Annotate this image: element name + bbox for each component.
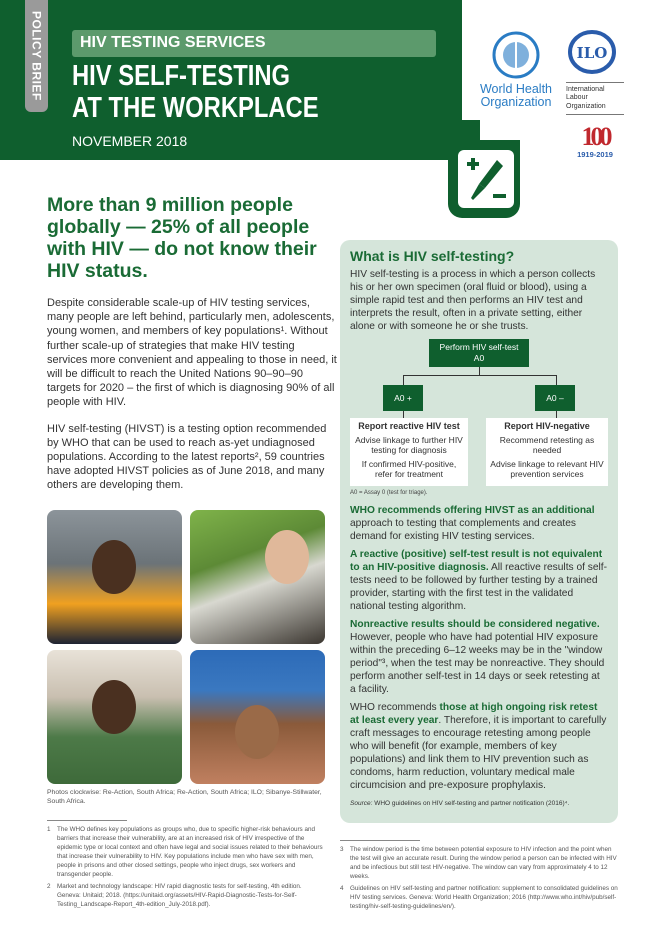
recommendation-text: WHO recommends [350, 701, 440, 713]
flow-action-title: Report HIV-negative [504, 421, 590, 431]
recommendation [350, 701, 608, 792]
self-test-icon [458, 150, 514, 208]
centenary-years: 1919-2019 [577, 150, 613, 159]
footnote [340, 845, 620, 881]
title-line: HIV SELF-TESTING [72, 60, 290, 92]
recommendation-emphasis: WHO recommends offering HIVST as an additional [350, 504, 595, 516]
face [92, 680, 136, 734]
flow-perform-test [429, 339, 529, 367]
recommendation-text: . Therefore, it is important to carefully craft messages to encourage retesting among people who will benefit (for example, members of key populations) and link them to HIV prevention such as condoms, harm reduction, voluntary medical male circumcision and pre-exposure prophylaxis. [350, 714, 607, 791]
ilo-name-line: Organization [566, 102, 606, 110]
flow-report-negative [486, 418, 608, 486]
recommendation-emphasis: those at high ongoing risk retest at least every year [350, 701, 598, 726]
policy-brief-tab [25, 0, 48, 112]
flow-connector [350, 367, 608, 385]
body-paragraph: HIV self-testing (HIVST) is a testing option recommended by WHO that can be used to reach as-yet undiagnosed populations. According to the latest reports², 59 countries have adopted HIVST policies as of June 2018, and many others are developing them. [47, 422, 327, 492]
photo-man-blue-cap [190, 650, 325, 784]
photo-woman-miner [47, 650, 182, 784]
recommendation-text: All reactive results of self-tests need to be followed by further testing by a trained provider, starting with the first test in the validated national testing algorithm. [350, 561, 608, 612]
photo-worker-hardhat [47, 510, 182, 644]
flow-connector [350, 411, 608, 418]
face [265, 530, 309, 584]
ilo-emblem-icon [566, 30, 618, 76]
recommendation-text: However, people who have had potential HIV exposure within the preceding 6–12 weeks may be in the "window period"³, when the test may be nonreactive. They should perform another self-test in 14 days or seek retesting at a facility. [350, 631, 605, 695]
who-name: Organization [480, 95, 552, 109]
flow-positive: A0 + [383, 385, 423, 411]
footnote [47, 825, 327, 879]
ilo-logo [566, 30, 624, 115]
flow-note: A0 = Assay 0 (test for triage). [350, 489, 428, 496]
footnote-number: 2 [47, 883, 51, 890]
testing-flowchart [350, 339, 608, 496]
face [92, 540, 136, 594]
ilo-name-line: International [566, 85, 605, 93]
who-name: World Health [479, 82, 553, 96]
box-source [350, 797, 608, 810]
footnote [47, 882, 327, 909]
flow-label: A0 [473, 353, 485, 363]
ilo-name-line: Labour [566, 94, 588, 101]
recommendation-emphasis: Nonreactive results should be considered negative. [350, 618, 600, 630]
ilo-name [566, 82, 624, 116]
headline: More than 9 million people globally — 25% of all people with HIV — do not know their HIV status. [47, 194, 317, 282]
who-emblem-icon [491, 30, 541, 80]
photo-caption: Photos clockwise: Re-Action, South Africa; Re-Action, South Africa; ILO; Sibanye-Stillwater, South Africa. [47, 789, 322, 805]
flow-action: If confirmed HIV-positive, refer for treatment [361, 458, 457, 479]
box-title: What is HIV self-testing? [350, 248, 515, 264]
flow-negative: A0 – [535, 385, 575, 411]
series-label: HIV TESTING SERVICES [72, 30, 436, 57]
photo-woman-farm [190, 510, 325, 644]
footnote-text: Market and technology landscape: HIV rapid diagnostic tests for self-testing, 4th edition. Geneva: Unitaid; 2018. (https://unitaid.org/assets/HIV-Rapid-Diagnostic-Tests-for-Self-Testing_Landscape-Report_4th-edition_July-2018.pdf). [57, 883, 302, 908]
footnote-rule [340, 840, 420, 841]
footnotes-left [47, 825, 327, 912]
footnote-number: 3 [340, 846, 344, 853]
flow-action: Advise linkage to relevant HIV prevention services [490, 458, 604, 479]
source-label: Source: [350, 799, 373, 807]
ilo-mark: ILO [576, 44, 608, 62]
source-text: WHO guidelines on HIV self-testing and partner notification (2016)⁴. [372, 799, 570, 807]
footnote-rule [47, 820, 127, 821]
info-box [340, 240, 618, 823]
flow-action-title: Report reactive HIV test [358, 421, 460, 431]
footnote-number: 1 [47, 826, 51, 833]
centenary-number: 100 [581, 122, 609, 151]
flow-action: Advise linkage to further HIV testing for diagnosis [355, 434, 463, 455]
footnote-text: The window period is the time between potential exposure to HIV infection and the point when the test will give an accurate result. During the window period a person can be infected with HIV and be infectious but still test HIV-negative. The window can vary from approximately 4 to 12 weeks. [350, 846, 617, 880]
policy-brief-label: POLICY BRIEF [29, 11, 44, 101]
footnotes-right [340, 845, 620, 914]
recommendation [350, 548, 608, 613]
recommendation-text: approach to testing that complements and creates demand for existing HIV testing services. [350, 517, 576, 542]
flow-report-reactive [350, 418, 468, 486]
flow-action: Recommend retesting as needed [499, 434, 595, 455]
title-line: AT THE WORKPLACE [72, 92, 319, 124]
ilo-centenary-logo [566, 124, 624, 159]
box-intro: HIV self-testing is a process in which a person collects his or her own specimen (oral fluid or blood), using a simple rapid test and then performs an HIV test and interprets the result, often in a private setting, either alone or with someone he or she trusts. [350, 269, 596, 332]
flow-results-row [350, 385, 608, 411]
body-paragraph: Despite considerable scale-up of HIV testing services, many people are left behind, particularly men, adolescents, young women, and members of key populations¹. Without further scale-up of strategies that make HIV testing services more convenient and appealing to those in need, it will be difficult to reach the United Nations 90–90–90 targets for 2020 – the first of which is diagnosing 90% of all people with HIV. [47, 297, 337, 409]
page-title [72, 60, 319, 124]
footnote-number: 4 [340, 885, 344, 892]
recommendation-emphasis: A reactive (positive) self-test result is not equivalent to an HIV-positive diagnosis. [350, 548, 603, 573]
flow-actions-row [350, 418, 608, 486]
who-logo [476, 30, 556, 109]
footnote [340, 884, 620, 911]
intro-column [47, 194, 337, 493]
recommendation [350, 618, 608, 696]
recommendation [350, 504, 608, 543]
flow-label: Perform HIV self-test [439, 342, 519, 352]
publication-date: NOVEMBER 2018 [72, 133, 188, 149]
footnote-text: Guidelines on HIV self-testing and partner notification: supplement to consolidated guidelines on HIV testing services. Geneva: World Health Organization; 2016 (http://www.who.int/hiv/pub/self-testing/hiv-self-testing-guidelines/en/). [350, 885, 618, 910]
footnote-text: The WHO defines key populations as groups who, due to specific higher-risk behaviours and barriers that increase their vulnerability, are at an increased risk of HIV irrespective of the epidemic type or local context and often have legal and social issues related to their behaviours that increase their vulnerability to HIV. Key populations include men who have sex with men, people in prisons and other closed settings, people who inject drugs, sex workers and transgender people. [57, 826, 323, 878]
face [235, 705, 279, 759]
